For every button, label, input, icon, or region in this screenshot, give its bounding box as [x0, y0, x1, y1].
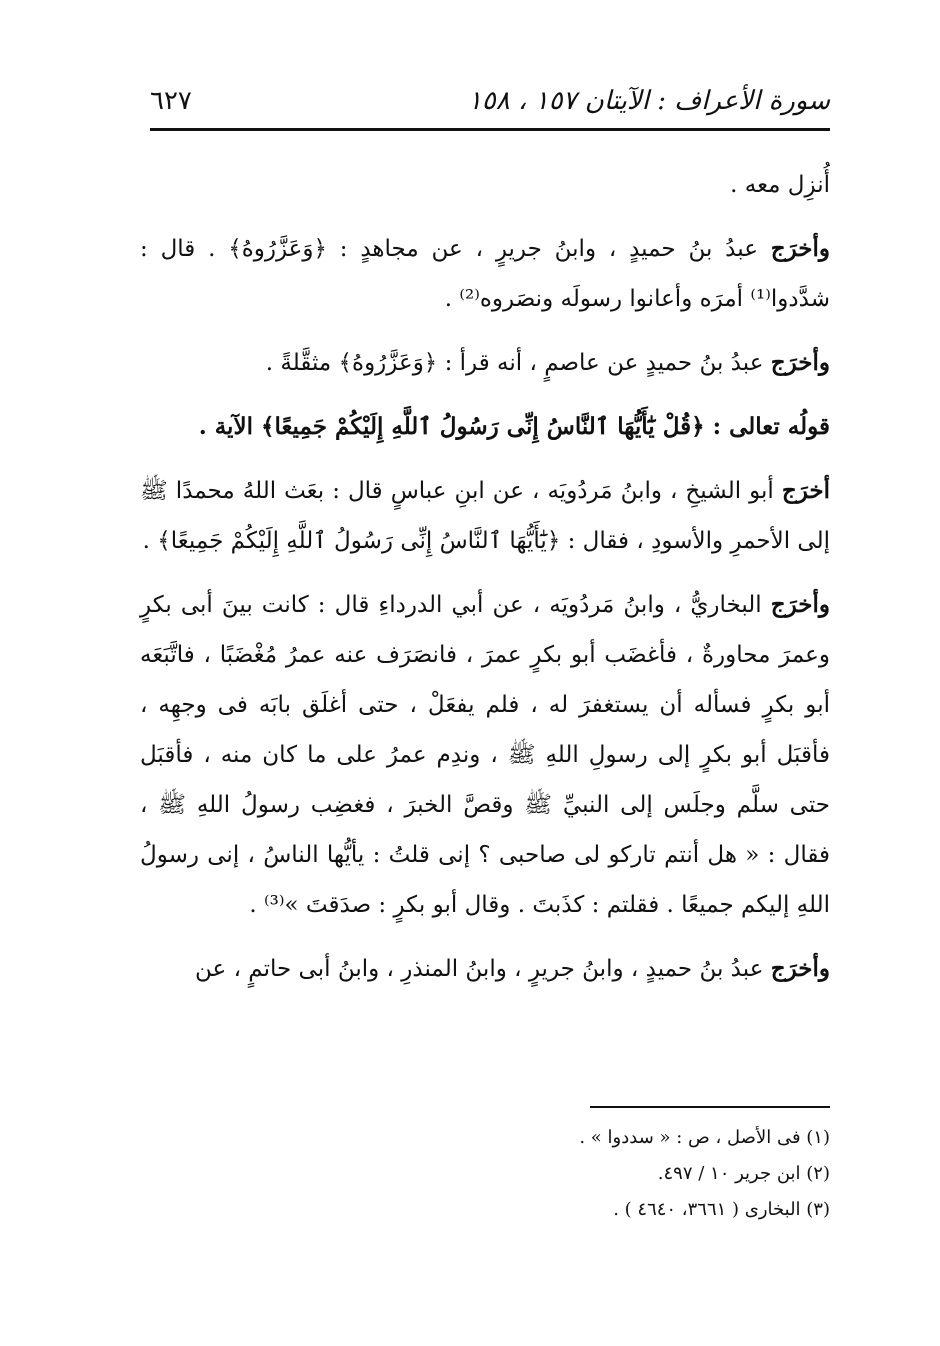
- main-text: [140, 160, 830, 1008]
- paragraph: [140, 160, 830, 210]
- footnote: (٢) ابن جرير ١٠ / ٤٩٧.: [657, 1163, 830, 1184]
- paragraph-text: عبدُ بنُ حميدٍ عن عاصمٍ ، أنه قرأ : ﴿وَعَزَّرُوهُ﴾ مثقَّلةً .: [265, 350, 771, 376]
- paragraph-text: البخاريُّ ، وابنُ مَردُويَه ، عن أبي الدرداءِ قال : كانت بينَ أبى بكرٍ وعمرَ محاورةٌ ، فأغضَب أبو بكرٍ عمرَ ، فانصَرَف عنه عمرُ مُغْضَبًا ، فاتَّبَعَه أبو بكرٍ فسأله أن يستغفرَ له ، فلم يفعَلْ ، حتى أغلَق بابَه فى وجهِه ، فأقبَل أبو بكرٍ إلى رسولِ اللهِ ﷺ ، وندِم عمرُ على ما كان منه ، فأقبَل حتى سلَّم وجلَس إلى النبيِّ ﷺ وقصَّ الخبرَ ، فغضِب رسولُ اللهِ ﷺ ، فقال : « هل أنتم تاركو لى صاحبى ؟ إنى قلتُ : يأيُّها الناسُ ، إنى رسولُ اللهِ إليكم جميعًا . فقلتم : كذَبتَ . وقال أبو بكرٍ : صدَقتَ »⁽³⁾ .: [140, 592, 830, 918]
- footnotes: [440, 1120, 830, 1228]
- paragraph-text: عبدُ بنُ حميدٍ ، وابنُ جريرٍ ، وابنُ المنذرِ ، وابنُ أبى حاتمٍ ، عن: [195, 956, 771, 982]
- paragraph-text: أُنزِل معه .: [730, 172, 830, 198]
- paragraph: [140, 944, 830, 994]
- paragraph-lead: وأخرَج: [770, 955, 830, 982]
- paragraph-lead: قولُه تعالى :: [712, 413, 830, 440]
- paragraph: [140, 466, 830, 566]
- paragraph-lead: وأخرَج: [770, 349, 830, 376]
- paragraph: [140, 338, 830, 388]
- paragraph-lead: أخرَج: [781, 477, 830, 504]
- paragraph-text: ﴿قُلْ يَٰٓأَيُّهَا ٱلنَّاسُ إِنِّى رَسُولُ ٱللَّهِ إِلَيْكُمْ جَمِيعًا﴾ الآية .: [198, 413, 713, 440]
- footnote: (١) فى الأصل ، ص : « سددوا » .: [579, 1127, 830, 1148]
- footnote-rule: [590, 1106, 830, 1108]
- header-rule: [150, 128, 830, 131]
- paragraph: [140, 580, 830, 930]
- page-header: [150, 82, 830, 122]
- page-number: ٦٢٧: [150, 86, 192, 116]
- paragraph: [140, 402, 830, 452]
- running-title: سورة الأعراف : الآيتان ١٥٧ ، ١٥٨: [467, 86, 830, 116]
- paragraph-text: عبدُ بنُ حميدٍ ، وابنُ جريرٍ ، عن مجاهدٍ : ﴿وَعَزَّرُوهُ﴾ . قال : شدَّدوا⁽¹⁾ أمرَه وأعانوا رسولَه ونصَروه⁽²⁾ .: [140, 236, 830, 312]
- paragraph-text: أبو الشيخِ ، وابنُ مَردُويَه ، عن ابنِ عباسٍ قال : بعَث اللهُ محمدًا ﷺ إلى الأحمرِ والأسودِ ، فقال : ﴿يَٰٓأَيُّهَا ٱلنَّاسُ إِنِّى رَسُولُ ٱللَّهِ إِلَيْكُمْ جَمِيعًا﴾ .: [140, 478, 830, 554]
- footnote: (٣) البخارى ( ٣٦٦١، ٤٦٤٠ ) .: [613, 1199, 830, 1220]
- paragraph-lead: وأخرَج: [770, 591, 830, 618]
- paragraph: [140, 224, 830, 324]
- paragraph-lead: وأخرَج: [770, 235, 830, 262]
